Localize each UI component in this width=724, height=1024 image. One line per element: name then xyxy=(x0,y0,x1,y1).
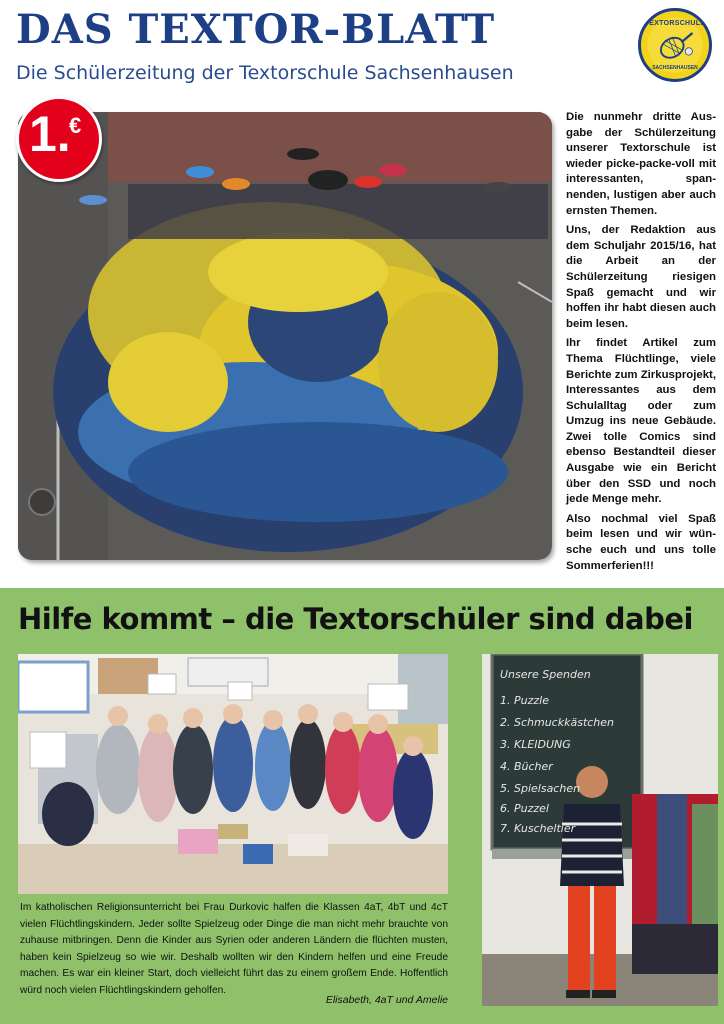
blackboard-line: 2. Schmuckkästchen xyxy=(500,716,615,729)
intro-paragraph: Ihr findet Artikel zum Thema Flüchtlinge, viele Berichte zum Zirkusprojekt, Interessantes aus dem Schulalltag oder zum Umzug ins neue Gebäude. Zwei tolle Comics sind ebenso Bestandteil dieser Ausgabe wie ein Bericht über den SSD und noch jede Menge mehr. xyxy=(566,337,717,506)
masthead-area xyxy=(0,0,724,100)
intro-text xyxy=(566,110,716,578)
blackboard-line: 6. Puzzel xyxy=(500,802,549,815)
blackboard-line: Unsere Spenden xyxy=(500,668,591,681)
blackboard-line: 1. Puzzle xyxy=(500,694,549,707)
newspaper-title: DAS TEXTOR-BLATT xyxy=(16,6,496,53)
article-byline: Elisabeth, 4aT und Amelie xyxy=(325,994,448,1006)
classroom-photo xyxy=(18,654,448,894)
intro-paragraph: Uns, der Redaktion aus dem Schuljahr 2015/16, hat die Arbeit an der Schülerzeitung riesigen Spaß gemacht und wir hoffen ihr habt diesen auch beim lesen. xyxy=(566,224,716,330)
intro-paragraph: Die nunmehr dritte Ausgabe der Schülerzeitung unserer Textorschule ist wieder picke-packe-voll mit interessanten, spannenden, lustigen aber auch ernsten Themen. xyxy=(566,111,716,217)
blackboard-line: 3. KLEIDUNG xyxy=(500,738,571,751)
school-group-photo xyxy=(18,112,552,560)
article-headline: Hilfe kommt – die Textorschüler sind dabei xyxy=(18,602,693,636)
blackboard-photo xyxy=(482,654,718,1006)
blackboard-line: 5. Spielsachen xyxy=(500,782,581,795)
logo-subtext: SACHSENHAUSEN xyxy=(652,65,698,71)
school-logo xyxy=(638,8,712,82)
price-currency: € xyxy=(69,113,82,138)
intro-paragraph: Also nochmal viel Spaß beim lesen und wir wünsche euch und uns tolle Sommerferien!!! xyxy=(566,512,716,572)
article-body: Im katholischen Religionsunterricht bei Frau Durkovic halfen die Klassen 4aT, 4bT und 4cT vielen Flüchtlingskindern. Jeder sollte Spielzeug oder Dinge die man nicht mehr brauchte von zuhause mitbringen. Denn die Kinder aus Syrien oder anderen Ländern die flüchten musten, haben kein Spielzeug so wie wir. Deshalb wollten wir den Kindern helfen und eine Freude machen. Es war ein kleiner Start, doch vielleicht führt das zu einem großem Ende. Hoffentlich würd noch vielen Flüchtlingskindern geholfen. xyxy=(20,902,448,996)
price-badge xyxy=(16,96,102,182)
blackboard-line: 7. Kuscheltier xyxy=(500,822,576,835)
logo-text: TEXTORSCHULE xyxy=(644,20,706,27)
newspaper-subtitle: Die Schülerzeitung der Textorschule Sachsenhausen xyxy=(16,62,514,84)
blackboard-line: 4. Bücher xyxy=(500,760,553,773)
price-amount: 1. xyxy=(29,106,71,162)
